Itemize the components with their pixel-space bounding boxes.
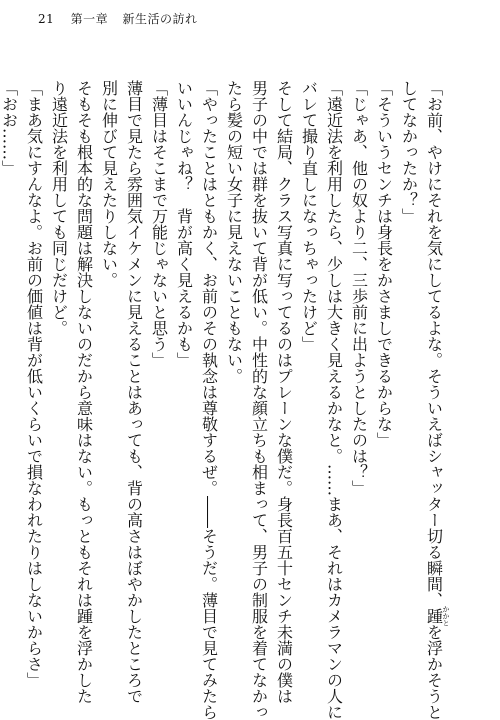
text-line: 薄目で見たら雰囲気イケメンに見えることはあっても、背の高さはぼやかしたところで (124, 80, 144, 704)
text-line: いいんじゃね？ 背が高く見えるかも」 (174, 80, 194, 368)
text-line-part: を浮かそうと (424, 624, 444, 720)
text-line: 「そういうセンチは身長をかさましできるからな」 (374, 80, 394, 448)
text-line: 「やったことはともかく、お前のその執念は尊敬するぜ。――そうだ。薄目で見てみたら (199, 80, 219, 720)
text-line: 「まあ気にすんなよ。お前の価値は背が低いくらいで損なわれたりはしないからさ」 (24, 80, 44, 688)
text-line: バレて撮り直しになっちゃったけど」 (299, 80, 319, 352)
text-line-part: 「お前、やけにそれを気にしてるよな。そういえばシャッター切る瞬間、 (424, 80, 444, 608)
text-line: 別に伸びて見えたりしない。 (99, 80, 119, 288)
chapter-label: 第一章 (70, 12, 109, 26)
text-line: り遠近法を利用しても同じだけど。 (49, 80, 69, 336)
text-line: してなかったか？」 (399, 80, 419, 224)
text-line: 「じゃあ、他の奴より二、三歩前に出ようとしたのは？」 (349, 80, 369, 496)
text-line: そして結局、クラス写真に写ってるのはプレーンな僕だ。身長百五十センチ未満の僕は (274, 80, 294, 704)
ruby-word: 踵かかと (424, 605, 450, 627)
text-line: 男子の中では群を抜いて背が低い。中性的な顔立ちも相まって、男子の制服を着てなかっ (249, 80, 269, 720)
text-line: たら髪の短い女子に見えないこともない。 (224, 80, 244, 384)
text-line: 「遠近法を利用したら、少しは大きく見えるかなと。……まあ、それはカメラマンの人に (324, 80, 344, 720)
text-line (422, 80, 451, 720)
text-line: そもそも根本的な問題は解決しないのだから意味はない。もっともそれは踵を浮かした (74, 80, 94, 704)
body-text (0, 80, 450, 720)
page-number: 21 (38, 12, 55, 26)
ruby-reading: かかと (442, 605, 450, 627)
running-head (38, 10, 197, 27)
text-line: 「薄目はそこまで万能じゃないと思う」 (149, 80, 169, 368)
text-line: 「おお……」 (0, 80, 19, 176)
chapter-title: 新生活の訪れ (122, 12, 198, 26)
